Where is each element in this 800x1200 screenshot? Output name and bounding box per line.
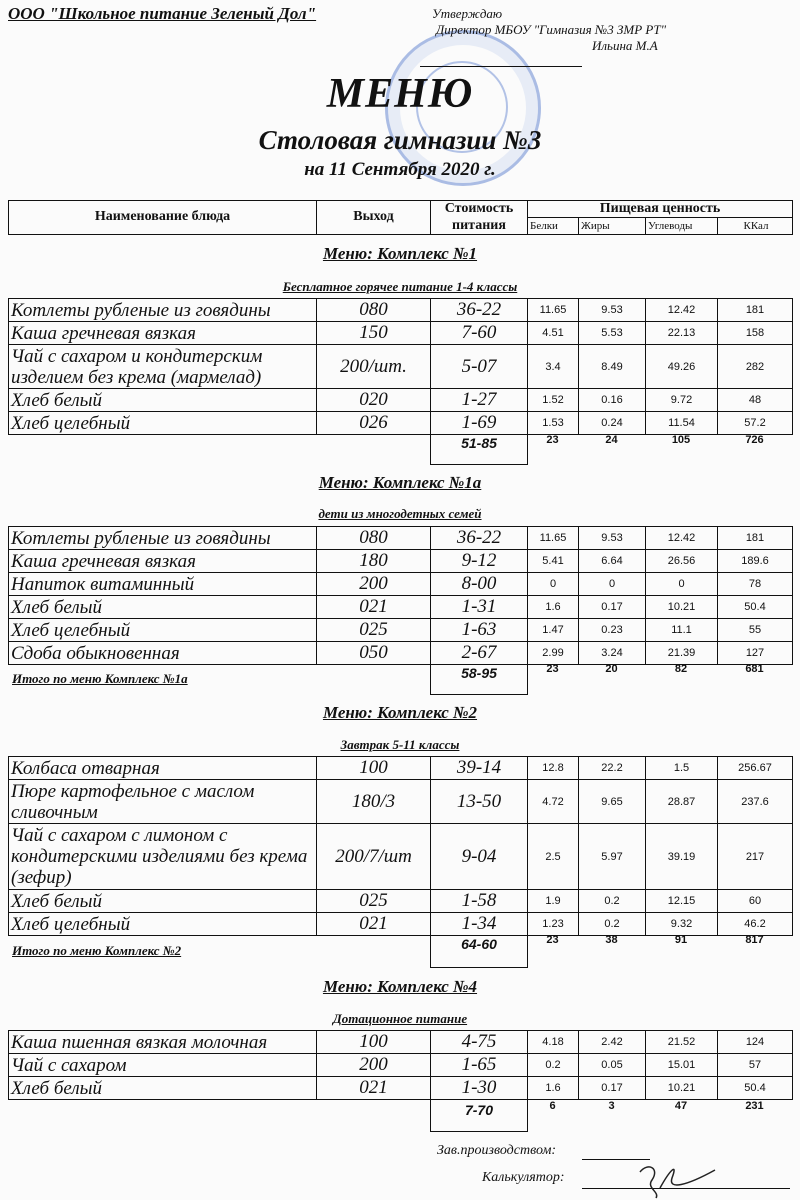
dish-carbs: 12.15 <box>646 890 718 913</box>
dish-name: Напиток витаминный <box>9 573 317 596</box>
dish-output: 180 <box>317 550 431 573</box>
dish-name: Чай с сахаром с лимоном с кондитерскими изделиями без крема (зефир) <box>9 824 317 890</box>
dish-name: Сдоба обыкновенная <box>9 642 317 665</box>
dish-protein: 1.9 <box>528 890 579 913</box>
table-row <box>9 619 793 642</box>
dish-output: 025 <box>317 619 431 642</box>
section-2-total-label: Итого по меню Комплекс №1а <box>12 671 188 686</box>
table-row <box>9 642 793 665</box>
header-cost-line1: Стоимость <box>431 201 528 218</box>
header-kcal: ККал <box>718 218 793 235</box>
dish-kcal: 256.67 <box>718 757 793 780</box>
dish-cost: 1-63 <box>431 619 528 642</box>
section-2-total-fat: 20 <box>605 663 618 675</box>
section-3-total-fat: 38 <box>605 934 618 946</box>
section-4-title: Меню: Комплекс №4 <box>322 977 478 996</box>
calculator-label: Калькулятор: <box>482 1170 565 1185</box>
section-2-total-protein: 23 <box>546 663 559 675</box>
approval-signatory: Ильина М.А <box>592 38 658 53</box>
dish-kcal: 57.2 <box>718 412 793 435</box>
signature-icon <box>630 1160 720 1200</box>
section-1-total-protein: 23 <box>546 434 559 446</box>
dish-name: Котлеты рубленые из говядины <box>9 527 317 550</box>
dish-fat: 2.42 <box>579 1031 646 1054</box>
dish-kcal: 189.6 <box>718 550 793 573</box>
dish-kcal: 55 <box>718 619 793 642</box>
section-1-total-kcal: 726 <box>745 434 764 446</box>
table-row <box>9 550 793 573</box>
dish-fat: 0.17 <box>579 596 646 619</box>
dish-kcal: 282 <box>718 345 793 389</box>
dish-cost: 36-22 <box>431 527 528 550</box>
table-row <box>9 780 793 824</box>
dish-fat: 22.2 <box>579 757 646 780</box>
dish-output: 200 <box>317 573 431 596</box>
table-row <box>9 596 793 619</box>
dish-protein: 2.99 <box>528 642 579 665</box>
dish-fat: 9.53 <box>579 299 646 322</box>
dish-kcal: 50.4 <box>718 1077 793 1100</box>
section-1-title: Меню: Комплекс №1 <box>322 244 478 263</box>
section-3-total-carbs: 91 <box>674 934 688 946</box>
dish-protein: 4.18 <box>528 1031 579 1054</box>
menu-date: на 11 Сентября 2020 г. <box>304 159 496 180</box>
table-row <box>9 1031 793 1054</box>
dish-fat: 5.97 <box>579 824 646 890</box>
dish-kcal: 50.4 <box>718 596 793 619</box>
dish-carbs: 10.21 <box>646 596 718 619</box>
header-dish-name: Наименование блюда <box>9 201 317 235</box>
dish-name: Чай с сахаром <box>9 1054 317 1077</box>
dish-cost: 1-58 <box>431 890 528 913</box>
dish-output: 200/7/шт <box>317 824 431 890</box>
dish-carbs: 28.87 <box>646 780 718 824</box>
dish-carbs: 10.21 <box>646 1077 718 1100</box>
page-subtitle: Столовая гимназии №3 <box>258 125 542 155</box>
dish-protein: 12.8 <box>528 757 579 780</box>
dish-cost: 7-60 <box>431 322 528 345</box>
dish-name: Хлеб целебный <box>9 412 317 435</box>
dish-fat: 6.64 <box>579 550 646 573</box>
dish-output: 025 <box>317 890 431 913</box>
dish-output: 021 <box>317 596 431 619</box>
dish-cost: 8-00 <box>431 573 528 596</box>
approval-line-2: Директор МБОУ "Гимназия №3 ЗМР РТ" <box>436 22 667 37</box>
dish-carbs: 9.32 <box>646 913 718 936</box>
dish-name: Котлеты рубленые из говядины <box>9 299 317 322</box>
header-fat: Жиры <box>579 218 646 235</box>
section-2-total-kcal: 681 <box>745 663 764 675</box>
dish-carbs: 26.56 <box>646 550 718 573</box>
dish-cost: 5-07 <box>431 345 528 389</box>
table-row <box>9 1054 793 1077</box>
header-output: Выход <box>317 201 431 235</box>
dish-fat: 0.16 <box>579 389 646 412</box>
dish-fat: 0.2 <box>579 890 646 913</box>
dish-fat: 9.53 <box>579 527 646 550</box>
table-row <box>9 412 793 435</box>
table-row <box>9 345 793 389</box>
dish-name: Хлеб целебный <box>9 619 317 642</box>
dish-kcal: 57 <box>718 1054 793 1077</box>
approval-signature-line <box>420 66 582 67</box>
dish-name: Хлеб белый <box>9 596 317 619</box>
dish-name: Чай с сахаром и кондитерским изделием без крема (мармелад) <box>9 345 317 389</box>
dish-fat: 0.17 <box>579 1077 646 1100</box>
dish-cost: 1-34 <box>431 913 528 936</box>
section-1-total-fat: 24 <box>605 434 618 446</box>
dish-output: 021 <box>317 913 431 936</box>
dish-kcal: 48 <box>718 389 793 412</box>
dish-name: Каша пшенная вязкая молочная <box>9 1031 317 1054</box>
dish-fat: 0.24 <box>579 412 646 435</box>
dish-kcal: 127 <box>718 642 793 665</box>
section-2-total-cost: 58-95 <box>430 662 528 695</box>
column-header-table <box>8 200 793 235</box>
dish-name: Хлеб белый <box>9 389 317 412</box>
dish-fat: 0.23 <box>579 619 646 642</box>
dish-kcal: 237.6 <box>718 780 793 824</box>
dish-output: 080 <box>317 527 431 550</box>
dish-protein: 1.23 <box>528 913 579 936</box>
dish-output: 020 <box>317 389 431 412</box>
section-1-total-carbs: 105 <box>671 434 691 446</box>
dish-name: Каша гречневая вязкая <box>9 550 317 573</box>
dish-protein: 3.4 <box>528 345 579 389</box>
dish-kcal: 124 <box>718 1031 793 1054</box>
dish-fat: 9.65 <box>579 780 646 824</box>
dish-fat: 5.53 <box>579 322 646 345</box>
table-row <box>9 299 793 322</box>
dish-carbs: 11.54 <box>646 412 718 435</box>
dish-cost: 4-75 <box>431 1031 528 1054</box>
dish-name: Хлеб белый <box>9 890 317 913</box>
dish-fat: 8.49 <box>579 345 646 389</box>
dish-output: 050 <box>317 642 431 665</box>
table-row <box>9 913 793 936</box>
section-4-total-carbs: 47 <box>674 1100 688 1112</box>
dish-protein: 1.47 <box>528 619 579 642</box>
approval-line-1: Утверждаю <box>432 6 503 21</box>
dish-output: 200 <box>317 1054 431 1077</box>
dish-protein: 4.51 <box>528 322 579 345</box>
dish-cost: 2-67 <box>431 642 528 665</box>
dish-name: Колбаса отварная <box>9 757 317 780</box>
dish-name: Хлеб белый <box>9 1077 317 1100</box>
section-1-table <box>8 298 793 435</box>
dish-kcal: 78 <box>718 573 793 596</box>
dish-fat: 0 <box>579 573 646 596</box>
dish-output: 100 <box>317 1031 431 1054</box>
dish-protein: 4.72 <box>528 780 579 824</box>
section-1-subtitle: Бесплатное горячее питание 1-4 классы <box>282 279 518 294</box>
dish-protein: 11.65 <box>528 299 579 322</box>
dish-carbs: 12.42 <box>646 527 718 550</box>
dish-protein: 2.5 <box>528 824 579 890</box>
dish-fat: 0.05 <box>579 1054 646 1077</box>
table-row <box>9 1077 793 1100</box>
dish-output: 080 <box>317 299 431 322</box>
header-cost-line2: питания <box>431 218 528 235</box>
dish-kcal: 158 <box>718 322 793 345</box>
dish-carbs: 1.5 <box>646 757 718 780</box>
dish-protein: 0 <box>528 573 579 596</box>
dish-carbs: 21.39 <box>646 642 718 665</box>
table-row <box>9 389 793 412</box>
table-row <box>9 527 793 550</box>
dish-protein: 1.53 <box>528 412 579 435</box>
dish-protein: 1.6 <box>528 596 579 619</box>
dish-output: 150 <box>317 322 431 345</box>
section-1-total-cost: 51-85 <box>430 432 528 465</box>
dish-carbs: 15.01 <box>646 1054 718 1077</box>
section-4-total-cost: 7-70 <box>430 1099 528 1132</box>
section-3-table <box>8 756 793 936</box>
table-row <box>9 824 793 890</box>
approval-block <box>432 6 666 54</box>
dish-cost: 1-30 <box>431 1077 528 1100</box>
header-nutrition: Пищевая ценность <box>528 201 793 218</box>
dish-kcal: 46.2 <box>718 913 793 936</box>
dish-cost: 1-27 <box>431 389 528 412</box>
section-3-total-kcal: 817 <box>745 934 764 946</box>
dish-output: 021 <box>317 1077 431 1100</box>
organization-name: ООО "Школьное питание Зеленый Дол" <box>8 4 317 23</box>
header-carbs: Углеводы <box>646 218 718 235</box>
section-4-total-fat: 3 <box>608 1100 615 1112</box>
dish-output: 026 <box>317 412 431 435</box>
table-row <box>9 757 793 780</box>
dish-protein: 1.52 <box>528 389 579 412</box>
section-3-title: Меню: Комплекс №2 <box>322 703 478 722</box>
dish-cost: 1-31 <box>431 596 528 619</box>
dish-carbs: 9.72 <box>646 389 718 412</box>
section-2-title: Меню: Комплекс №1а <box>318 473 482 492</box>
production-head-label: Зав.производством: <box>437 1143 557 1158</box>
dish-name: Каша гречневая вязкая <box>9 322 317 345</box>
dish-kcal: 181 <box>718 299 793 322</box>
dish-carbs: 39.19 <box>646 824 718 890</box>
dish-fat: 3.24 <box>579 642 646 665</box>
dish-carbs: 11.1 <box>646 619 718 642</box>
dish-output: 100 <box>317 757 431 780</box>
header-protein: Белки <box>528 218 579 235</box>
dish-cost: 1-69 <box>431 412 528 435</box>
dish-output: 200/шт. <box>317 345 431 389</box>
section-3-subtitle: Завтрак 5-11 классы <box>340 737 460 752</box>
dish-name: Хлеб целебный <box>9 913 317 936</box>
dish-cost: 13-50 <box>431 780 528 824</box>
dish-protein: 5.41 <box>528 550 579 573</box>
section-3-total-cost: 64-60 <box>430 933 528 968</box>
dish-cost: 9-04 <box>431 824 528 890</box>
dish-protein: 0.2 <box>528 1054 579 1077</box>
table-row <box>9 890 793 913</box>
dish-kcal: 217 <box>718 824 793 890</box>
dish-cost: 36-22 <box>431 299 528 322</box>
dish-cost: 9-12 <box>431 550 528 573</box>
dish-fat: 0.2 <box>579 913 646 936</box>
dish-carbs: 21.52 <box>646 1031 718 1054</box>
dish-protein: 1.6 <box>528 1077 579 1100</box>
dish-cost: 1-65 <box>431 1054 528 1077</box>
dish-kcal: 60 <box>718 890 793 913</box>
dish-kcal: 181 <box>718 527 793 550</box>
section-2-total-carbs: 82 <box>674 663 688 675</box>
dish-protein: 11.65 <box>528 527 579 550</box>
dish-carbs: 22.13 <box>646 322 718 345</box>
section-4-subtitle: Дотационное питание <box>332 1011 468 1026</box>
dish-carbs: 49.26 <box>646 345 718 389</box>
section-4-table <box>8 1030 793 1100</box>
dish-cost: 39-14 <box>431 757 528 780</box>
dish-name: Пюре картофельное с маслом сливочным <box>9 780 317 824</box>
section-3-total-label: Итого по меню Комплекс №2 <box>12 943 182 958</box>
table-row <box>9 322 793 345</box>
dish-carbs: 0 <box>646 573 718 596</box>
page-title: МЕНЮ <box>326 71 474 117</box>
dish-output: 180/3 <box>317 780 431 824</box>
section-4-total-kcal: 231 <box>745 1100 764 1112</box>
section-2-subtitle: дети из многодетных семей <box>318 506 482 521</box>
section-3-total-protein: 23 <box>546 934 559 946</box>
section-4-total-protein: 6 <box>549 1100 556 1112</box>
table-row <box>9 573 793 596</box>
section-2-table <box>8 526 793 665</box>
dish-carbs: 12.42 <box>646 299 718 322</box>
